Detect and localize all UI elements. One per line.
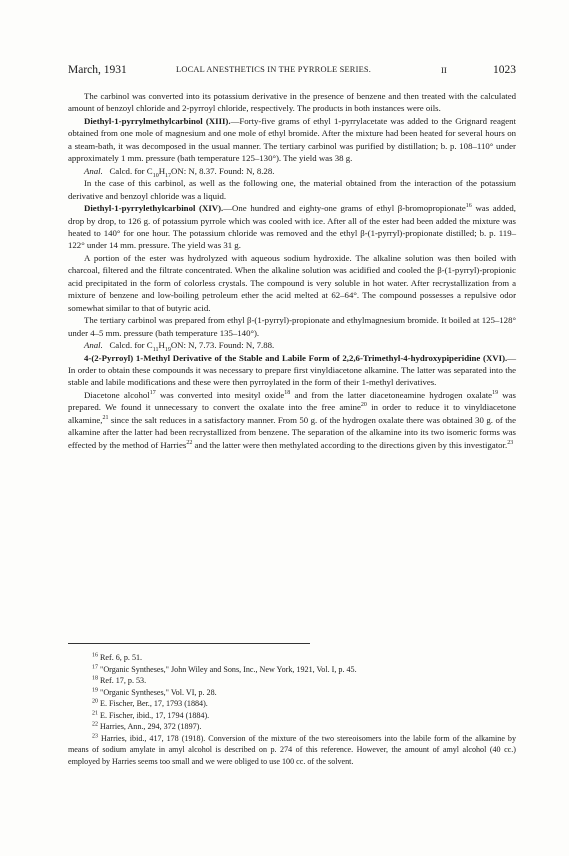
footnote-20: $^{20}$ E. Fischer, Ber., 17, 1793 (1884). [92, 698, 208, 709]
anal-label: Anal. [84, 165, 103, 176]
footnote-21: $^{21}$ E. Fischer, ibid., 17, 1794 (1884). [92, 710, 210, 720]
paragraph: In the case of this carbinol, as well as the following one, the material obtained from the interaction of the potassium derivative and benzoyl chloride was a liquid. [68, 178, 516, 201]
anal-label: Anal. [84, 340, 103, 351]
analysis-line: Anal. Calcd. for $C_{11}H_{19}ON$: N, 7.73. Found: N, 7.88. [84, 340, 275, 353]
analysis-line: Anal. Calcd. for $C_{10}H_{17}ON$: N, 8.37. Found: N, 8.28. [84, 165, 275, 179]
paragraph: A portion of the ester was hydrolyzed with aqueous sodium hydroxide. The alkaline solution was then boiled with charcoal, filtered and the filtrate concentrated. When the alkaline solution was acidified and cooled the β-(1-pyrryl)-propionic acid precipitated in the form of colorless crystals. The compound is very soluble in hot water. After recrystallization from a mixture of benzene and low-boiling petroleum ether the acid melted at 62–64°. The compound possesses a repulsive odor somewhat similar to that of butyric acid. [68, 252, 516, 313]
header-part: II [441, 65, 447, 75]
footnote-23: $^{23}$ Harries, ibid., 417, 178 (1918). Conversion of the mixture of the two stereoisomers into the labile form of the alkamine by means of sodium amylate in amyl alcohol is described on p. 274 of this reference. However, the amount of amyl alcohol (40 cc.) employed by Harries seems too small and we were obliged to use 100 cc. of the solvent. [68, 733, 516, 766]
footnote-ref: 22 [186, 439, 193, 446]
compound-heading: Diethyl-1-pyrrylethylcarbinol (XIV). [84, 203, 224, 214]
footnote-ref: 21 [102, 414, 109, 421]
footnote-22: $^{22}$ Harries, Ann., 294, 372 (1897). [92, 721, 202, 732]
footnote-17: $^{17}$ "Organic Syntheses," John Wiley and Sons, Inc., New York, 1921, Vol. I, p. 45. [92, 663, 357, 674]
footnote-ref: 19 [492, 389, 499, 396]
paragraph-pyrroyl-xvi: 4-(2-Pyrroyl) 1-Methyl Derivative of the Stable and Labile Form of 2,2,6-Trimethyl-4-hydroxypiperidine (XVI).—In order to obtain these compounds it was necessary to prepare first vinyldiacetone alkamine. The latter was separated into the stable and labile modifications and these were then pyrroylated in the form of their 1-methyl derivatives. [68, 352, 516, 388]
footnote-divider [68, 643, 310, 644]
paragraph-carbinol-xiii: Diethyl-1-pyrrylmethylcarbinol (XIII).—Forty-five grams of ethyl 1-pyrrylacetate was added to the Grignard reagent obtained from one mole of magnesium and one mole of ethyl bromide. After the mixture had been heated for several hours on a steam-bath, it was decomposed in the usual manner. The tertiary carbinol was purified by distillation; b. p. 108–110° under approximately 1 mm. pressure (bath temperature 125–130°). The yield was 38 g. [68, 115, 516, 164]
footnote-16: $^{16}$ Ref. 6, p. 51. [92, 652, 143, 662]
footnote-ref: 17 [149, 389, 156, 396]
paragraph: The carbinol was converted into its potassium derivative in the presence of benzene and then treated with the calculated amount of benzoyl chloride and 2-pyrroyl chloride, respectively. The products in both instances were oils. [68, 91, 516, 114]
paragraph: The tertiary carbinol was prepared from ethyl β-(1-pyrryl)-propionate and ethylmagnesium bromide. It boiled at 125–128° under 4–5 mm. pressure (bath temperature 135–140°). [68, 315, 516, 338]
footnotes [68, 652, 516, 767]
body-text [68, 90, 516, 451]
page-number: 1023 [493, 64, 516, 76]
footnote-18: $^{18}$ Ref. 17, p. 53. [92, 675, 147, 686]
paragraph-carbinol-xiv: Diethyl-1-pyrrylethylcarbinol (XIV).—One hundred and eighty-one grams of ethyl β-bromopropionate$^{16}$ was added, drop by drop, to 126 g. of potassium pyrrole which was cooled with ice. After all of the ester had been added the mixture was heated to 140° for one hour. The potassium chloride was removed and the ethyl β-(1-pyrryl)-propionate distilled; b. p. 119–122° under 14 mm. pressure. The yield was 31 g. [68, 203, 516, 251]
footnote-ref: 16 [465, 203, 472, 210]
footnote-19: $^{19}$ "Organic Syntheses," Vol. VI, p. 28. [92, 686, 217, 697]
footnote-ref: 20 [360, 402, 367, 409]
compound-heading: Diethyl-1-pyrrylmethylcarbinol (XIII). [84, 115, 231, 126]
header-date: March, 1931 [68, 64, 127, 76]
running-header [68, 63, 516, 77]
header-title: LOCAL ANESTHETICS IN THE PYRROLE SERIES. [176, 65, 372, 74]
paragraph: Diacetone alcohol$^{17}$ was converted into mesityl oxide$^{18}$ and from the latter diacetoneamine hydrogen oxalate$^{19}$ was prepared. We found it unnecessary to convert the oxalate into the free amine$^{20}$ in order to reduce it to vinyldiacetone alkamine,$^{21}$ since the salt reduces in a satisfactory manner. From 50 g. of the hydrogen oxalate there was obtained 30 g. of the alkamine after the latter had been recrystallized from benzene. The separation of the alkamine into its two isomeric forms was effected by the method of Harries$^{22}$ and the latter were then methylated according to the directions given by this investigator.$^{23}$ [68, 389, 516, 450]
footnote-ref: 23 [507, 439, 514, 446]
footnote-ref: 18 [284, 389, 291, 396]
compound-heading: 4-(2-Pyrroyl) 1-Methyl Derivative of the Stable and Labile Form of 2,2,6-Trimethyl-4-hydroxypiperidine (XVI). [84, 352, 508, 363]
